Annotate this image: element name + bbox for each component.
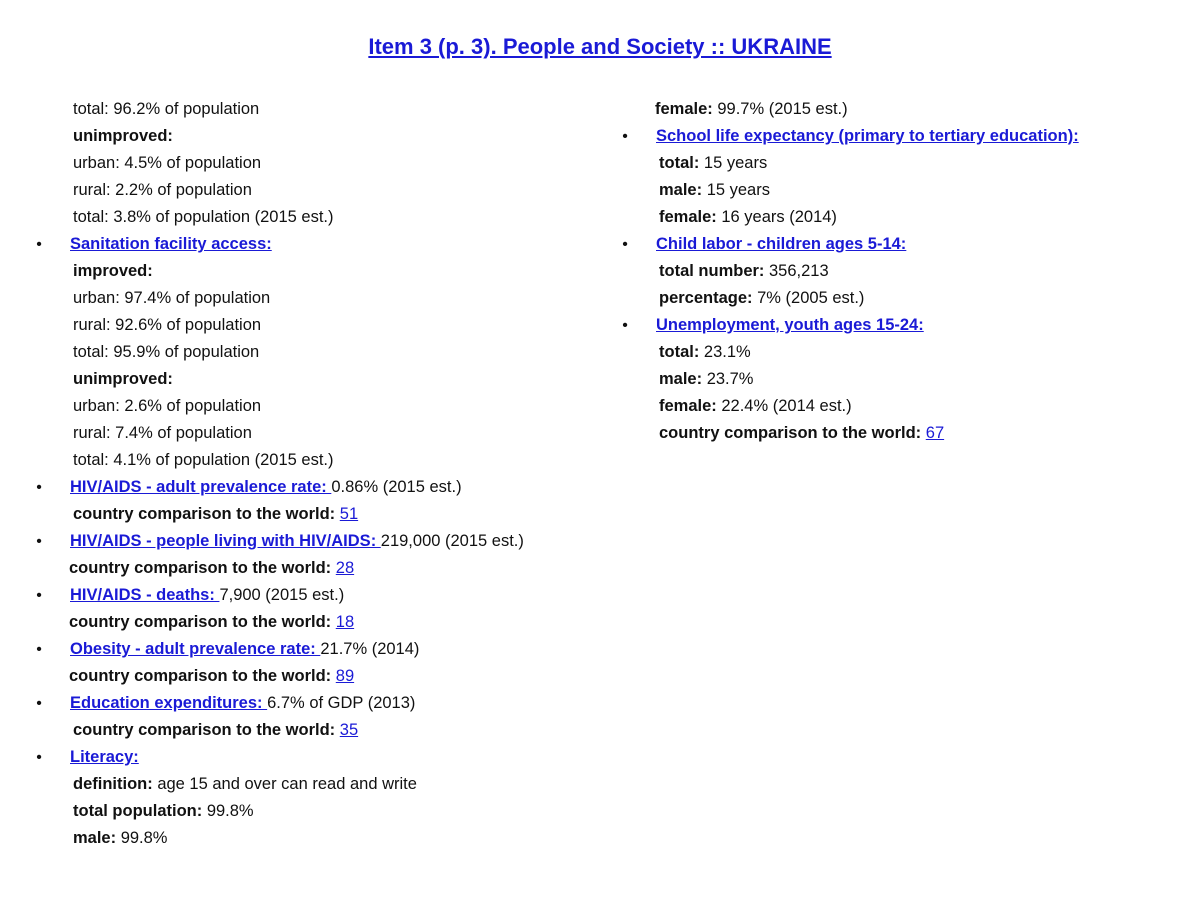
bullet-icon: • (36, 695, 42, 712)
comparison-label: country comparison to the world: (69, 613, 336, 631)
total-population-value: 99.8% (202, 802, 254, 820)
water-unimproved-total: total: 3.8% of population (2015 est.) (73, 208, 334, 226)
sanitation-link[interactable]: Sanitation facility access: (70, 235, 272, 253)
education-rank-link[interactable]: 35 (339, 721, 359, 739)
bullet-icon: • (622, 236, 628, 253)
obesity-value: 21.7% (2014) (320, 640, 420, 658)
hiv-prevalence-link[interactable]: HIV/AIDS - adult prevalence rate: (70, 478, 332, 496)
water-unimproved-urban: urban: 4.5% of population (73, 154, 262, 172)
education-value: 6.7% of GDP (2013) (267, 694, 416, 712)
sanitation-improved-rural: rural: 92.6% of population (73, 316, 262, 334)
male-value: 23.7% (702, 370, 754, 388)
page-title[interactable]: Item 3 (p. 3). People and Society :: UKRAINE (368, 34, 832, 59)
female-label: female: (659, 397, 717, 415)
comparison-label: country comparison to the world: (659, 424, 926, 442)
school-life-total (620, 150, 1180, 177)
hiv-living-comparison (34, 555, 594, 582)
unemployment-rank-link[interactable]: 67 (925, 424, 945, 442)
comparison-label: country comparison to the world: (69, 667, 336, 685)
unemployment-item (620, 312, 1180, 339)
total-number-value: 356,213 (764, 262, 829, 280)
unemployment-total (620, 339, 1180, 366)
hiv-living-value: 219,000 (2015 est.) (380, 532, 524, 550)
education-item (34, 690, 594, 717)
sanitation-unimproved-rural: rural: 7.4% of population (73, 424, 252, 442)
total-label: total: (659, 343, 700, 361)
bullet-icon: • (36, 641, 42, 658)
bullet-icon: • (622, 128, 628, 145)
hiv-deaths-value: 7,900 (2015 est.) (219, 586, 345, 604)
total-label: total: (659, 154, 700, 172)
percentage-value: 7% (2005 est.) (752, 289, 865, 307)
right-column (620, 96, 1180, 447)
literacy-item (34, 744, 594, 771)
water-unimproved-rural: rural: 2.2% of population (73, 181, 252, 199)
female-value: 16 years (2014) (716, 208, 837, 226)
literacy-male (34, 825, 594, 852)
literacy-link[interactable]: Literacy: (70, 748, 139, 766)
sanitation-unimproved-total: total: 4.1% of population (2015 est.) (73, 451, 334, 469)
sanitation-unimproved-urban: urban: 2.6% of population (73, 397, 262, 415)
obesity-comparison (34, 663, 594, 690)
literacy-definition (34, 771, 594, 798)
child-labor-link[interactable]: Child labor - children ages 5-14: (656, 235, 907, 253)
child-labor-item (620, 231, 1180, 258)
hiv-prevalence-comparison (34, 501, 594, 528)
definition-label: definition: (73, 775, 153, 793)
unemployment-link[interactable]: Unemployment, youth ages 15-24: (656, 316, 924, 334)
total-number-label: total number: (659, 262, 765, 280)
bullet-icon: • (36, 587, 42, 604)
unemployment-comparison (620, 420, 1180, 447)
hiv-deaths-item (34, 582, 594, 609)
hiv-prevalence-item (34, 474, 594, 501)
sanitation-improved-urban: urban: 97.4% of population (73, 289, 271, 307)
school-life-female (620, 204, 1180, 231)
water-total-improved: total: 96.2% of population (73, 100, 260, 118)
child-labor-percentage (620, 285, 1180, 312)
obesity-link[interactable]: Obesity - adult prevalence rate: (70, 640, 321, 658)
left-column (34, 96, 594, 852)
female-value: 22.4% (2014 est.) (716, 397, 852, 415)
bullet-icon: • (36, 479, 42, 496)
hiv-deaths-comparison (34, 609, 594, 636)
obesity-item (34, 636, 594, 663)
bullet-icon: • (622, 317, 628, 334)
school-life-link[interactable]: School life expectancy (primary to tertiary education): (656, 127, 1079, 145)
sanitation-improved-total: total: 95.9% of population (73, 343, 260, 361)
hiv-living-link[interactable]: HIV/AIDS - people living with HIV/AIDS: (70, 532, 381, 550)
female-value: 99.7% (2015 est.) (712, 100, 848, 118)
literacy-female (620, 96, 1180, 123)
comparison-label: country comparison to the world: (73, 505, 340, 523)
male-label: male: (659, 181, 703, 199)
literacy-total (34, 798, 594, 825)
school-life-male (620, 177, 1180, 204)
hiv-living-item (34, 528, 594, 555)
bullet-icon: • (36, 236, 42, 253)
female-label: female: (655, 100, 713, 118)
sanitation-improved-label: improved: (73, 262, 153, 280)
definition-value: age 15 and over can read and write (152, 775, 417, 793)
sanitation-item (34, 231, 594, 258)
obesity-rank-link[interactable]: 89 (335, 667, 355, 685)
hiv-prevalence-value: 0.86% (2015 est.) (331, 478, 462, 496)
hiv-prevalence-rank-link[interactable]: 51 (339, 505, 359, 523)
hiv-living-rank-link[interactable]: 28 (335, 559, 355, 577)
total-value: 15 years (699, 154, 768, 172)
education-comparison (34, 717, 594, 744)
sanitation-unimproved-label: unimproved: (73, 370, 173, 388)
percentage-label: percentage: (659, 289, 753, 307)
total-population-label: total population: (73, 802, 203, 820)
hiv-deaths-rank-link[interactable]: 18 (335, 613, 355, 631)
comparison-label: country comparison to the world: (69, 559, 336, 577)
total-value: 23.1% (699, 343, 751, 361)
bullet-icon: • (36, 749, 42, 766)
unemployment-female (620, 393, 1180, 420)
unemployment-male (620, 366, 1180, 393)
water-unimproved-label: unimproved: (73, 127, 173, 145)
male-label: male: (73, 829, 117, 847)
bullet-icon: • (36, 533, 42, 550)
female-label: female: (659, 208, 717, 226)
hiv-deaths-link[interactable]: HIV/AIDS - deaths: (70, 586, 220, 604)
child-labor-number (620, 258, 1180, 285)
comparison-label: country comparison to the world: (73, 721, 340, 739)
education-link[interactable]: Education expenditures: (70, 694, 268, 712)
school-life-item (620, 123, 1180, 150)
male-value: 15 years (702, 181, 770, 199)
male-label: male: (659, 370, 703, 388)
male-value: 99.8% (116, 829, 168, 847)
